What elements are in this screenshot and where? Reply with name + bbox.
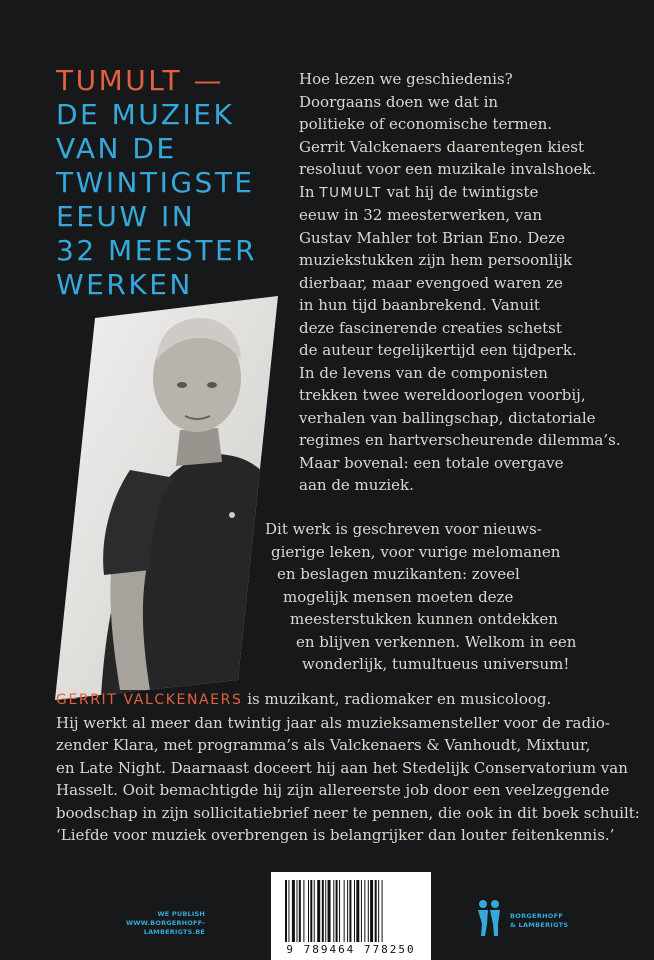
barcode-bars [285,880,417,942]
title-dash: — [193,64,225,97]
barcode-bar [364,880,365,942]
isbn-number: 9 789464 778250 [286,943,416,956]
barcode-bar [310,880,312,942]
title-line: EEUW IN [56,200,196,233]
blurb-line: In de levens van de componisten [299,363,548,382]
bio-line: en Late Night. Daarnaast doceert hij aan het Stedelijk Conservatorium van [56,758,628,777]
publisher-name-line2: & LAMBERIGTS [510,921,569,929]
barcode-bar [288,880,289,942]
audience-line: en beslagen muzikanten: zoveel [277,565,520,583]
barcode-bar [285,880,287,942]
title-line: WERKEN [56,268,193,301]
barcode-bar [375,880,377,942]
blurb-line: regimes en hartverscheurende dilemma’s. [299,431,621,449]
barcode-bar [297,880,298,942]
title-line: DE MUZIEK [56,98,235,131]
barcode-bar [368,880,369,942]
blurb-line: deze fascinerende creaties schetst [299,318,562,337]
author-bio [56,688,640,847]
blurb-line: Gustav Mahler tot Brian Eno. Deze [299,228,565,247]
blurb-text [299,68,619,497]
blurb-text-fragment: In [299,182,320,201]
blurb-line [299,181,619,205]
publisher-name [510,912,568,930]
bio-line: ‘Liefde voor muziek overbrengen is belangrijker dan louter feitenkennis.’ [56,826,615,844]
audience-paragraph [265,518,625,676]
publisher-we-publish: WE PUBLISH [157,910,205,918]
barcode-bar [361,880,362,942]
barcode-bar [317,880,320,942]
blurb-line: Gerrit Valckenaers daarentegen kiest [299,137,584,156]
audience-line: meesterstukken kunnen ontdekken [290,610,558,628]
title-line: VAN DE [56,132,177,165]
blurb-text-fragment: vat hij de twintigste [381,182,539,201]
barcode-bar [349,880,351,942]
title-tumult: TUMULT [56,64,183,97]
barcode-bar [356,880,359,942]
bio-text-fragment: is muzikant, radiomaker en musicoloog. [242,690,552,708]
bio-line [56,688,626,712]
blurb-line: resoluut voor een muzikale invalshoek. [299,160,597,178]
audience-line: gierige leken, voor vurige melomanen [271,542,561,561]
blurb-line: de auteur tegelijkertijd een tijdperk. [299,341,577,359]
blurb-line: dierbaar, maar evengoed waren ze [299,273,563,292]
blurb-line: trekken twee wereldoorlogen voorbij, [299,386,586,404]
barcode-bar [333,880,334,942]
barcode-bar [347,880,348,942]
bio-line: Hasselt. Ooit bemachtigde hij zijn allereerste job door een veelzeggende [56,781,610,799]
barcode-bar [336,880,338,942]
publisher-name-line1: BORGERHOFF [510,912,564,920]
barcode-bar [314,880,315,942]
barcode-bar [354,880,355,942]
barcode-bar [370,880,373,942]
author-name: GERRIT VALCKENAERS [56,692,243,708]
barcode-bar [308,880,309,942]
barcode-bar [322,880,324,942]
barcode-bar [303,880,304,942]
blurb-line: Hoe lezen we geschiedenis? [299,70,513,88]
barcode-bar [339,880,340,942]
blurb-line: aan de muziek. [299,476,414,494]
publisher-logo-icon [474,898,504,938]
blurb-line: in hun tijd baanbrekend. Vanuit [299,296,540,314]
barcode-bar [325,880,326,942]
isbn-barcode [271,872,431,960]
publisher-tagline [95,910,205,937]
bio-line: Hij werkt al meer dan twintig jaar als muzieksamensteller voor de radio- [56,713,610,732]
barcode-bar [292,880,295,942]
blurb-line: politieke of economische termen. [299,115,553,133]
title-line: TWINTIGSTE [56,166,255,199]
barcode-bar [382,880,383,942]
blurb-line: Maar bovenal: een totale overgave [299,453,564,472]
audience-line: wonderlijk, tumultueus universum! [302,655,570,673]
audience-line: Dit werk is geschreven voor nieuws- [265,520,542,538]
blurb-line: eeuw in 32 meesterwerken, van [299,206,542,224]
blurb-title-mention: TUMULT [319,184,382,201]
title-line: 32 MEESTER [56,234,258,267]
bio-line: boodschap in zijn sollicitatiebrief neer te pennen, die ook in dit boek schuilt: [56,803,640,822]
barcode-bar [378,880,379,942]
blurb-line: verhalen van ballingschap, dictatoriale [299,408,596,427]
barcode-bar [344,880,345,942]
blurb-line: Doorgaans doen we dat in [299,92,499,111]
barcode-bar [299,880,301,942]
audience-line: mogelijk mensen moeten deze [283,587,514,606]
audience-line: en blijven verkennen. Welkom in een [296,632,577,651]
bio-line: zender Klara, met programma’s als Valckenaers & Vanhoudt, Mixtuur, [56,736,591,754]
publisher-url[interactable]: WWW.BORGERHOFF-LAMBERIGTS.BE [125,919,205,936]
blurb-line: muziekstukken zijn hem persoonlijk [299,251,573,269]
barcode-bar [328,880,331,942]
